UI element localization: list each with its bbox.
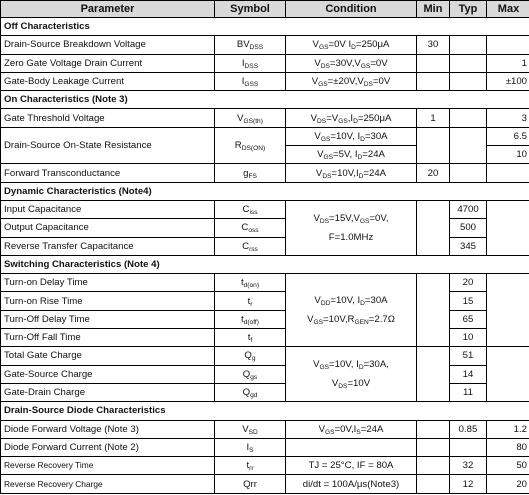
max-cell: 80 <box>487 438 529 456</box>
min-cell <box>417 347 450 402</box>
typ-cell <box>450 72 487 90</box>
typ-cell <box>450 54 487 72</box>
condition-line: $V_{DD}=10V$, $I_D=30A$ <box>314 295 388 308</box>
table-row <box>1 420 529 438</box>
min-cell <box>417 420 450 438</box>
condition-line: $V_{DS}=10V$ <box>331 378 371 391</box>
table-row <box>1 438 529 456</box>
min-cell <box>417 457 450 475</box>
max-cell: 50 <box>487 457 529 475</box>
min-cell <box>417 274 450 347</box>
table-row <box>1 383 529 401</box>
table-row <box>1 310 529 328</box>
section-off <box>1 18 529 36</box>
table-row <box>1 36 529 54</box>
table-row <box>1 127 529 145</box>
max-cell: 6.5 <box>487 127 529 145</box>
param-cell: Turn-Off Fall Time <box>1 329 215 347</box>
condition-cell: $V_{GS}=5V$, $I_D=24A$ <box>286 146 417 164</box>
condition-line: F=1.0MHz <box>328 231 374 243</box>
table-row <box>1 237 529 255</box>
symbol-cell: $R_{DS(ON)}$ <box>215 127 286 164</box>
condition-cell: $V_{DS}=30V,V_{GS}=0V$ <box>286 54 417 72</box>
symbol-cell: $Q_g$ <box>215 347 286 365</box>
table-row <box>1 72 529 90</box>
param-cell: Diode Forward Current (Note 2) <box>1 438 215 456</box>
table-row <box>1 365 529 383</box>
typ-cell <box>450 109 487 127</box>
typ-cell: 500 <box>450 219 487 237</box>
param-cell: Turn-on Delay Time <box>1 274 215 292</box>
param-cell: Drain-Source On-State Resistance <box>1 127 215 164</box>
param-cell: Gate-Drain Charge <box>1 383 215 401</box>
min-cell: 30 <box>417 36 450 54</box>
max-cell <box>487 164 529 182</box>
symbol-cell: $t_{d(on)}$ <box>215 274 286 292</box>
symbol-cell: Qrr <box>215 475 286 493</box>
typ-cell: 11 <box>450 383 487 401</box>
param-cell: Gate Threshold Voltage <box>1 109 215 127</box>
table-row <box>1 109 529 127</box>
section-title: Switching Characteristics (Note 4) <box>1 255 529 273</box>
header-row <box>1 1 529 18</box>
typ-cell: 51 <box>450 347 487 365</box>
typ-cell: 12 <box>450 475 487 493</box>
table-row <box>1 54 529 72</box>
section-dynamic <box>1 182 529 200</box>
typ-cell: 14 <box>450 365 487 383</box>
symbol-cell: $t_f$ <box>215 329 286 347</box>
param-cell: Zero Gate Voltage Drain Current <box>1 54 215 72</box>
typ-cell: 10 <box>450 329 487 347</box>
max-cell <box>487 36 529 54</box>
table-row <box>1 274 529 292</box>
header-typ: Typ <box>450 1 487 18</box>
condition-cell <box>286 200 417 255</box>
condition-cell <box>286 347 417 402</box>
symbol-cell: $I_{GSS}$ <box>215 72 286 90</box>
symbol-cell: $t_{rr}$ <box>215 457 286 475</box>
param-cell: Reverse Transfer Capacitance <box>1 237 215 255</box>
typ-cell: 4700 <box>450 200 487 218</box>
condition-line: $V_{DS}=15V,V_{GS}=0V$, <box>313 212 389 225</box>
symbol-cell: $g_{FS}$ <box>215 164 286 182</box>
table-row <box>1 475 529 493</box>
header-max: Max <box>487 1 529 18</box>
table-row <box>1 347 529 365</box>
param-cell: Gate-Body Leakage Current <box>1 72 215 90</box>
typ-cell <box>450 127 487 164</box>
max-cell <box>487 274 529 347</box>
max-cell <box>487 347 529 402</box>
section-switching <box>1 255 529 273</box>
max-cell: 20 <box>487 475 529 493</box>
symbol-cell: $V_{SD}$ <box>215 420 286 438</box>
param-cell: Reverse Recovery Charge <box>1 475 215 493</box>
table-row <box>1 457 529 475</box>
symbol-cell: $V_{GS(th)}$ <box>215 109 286 127</box>
min-cell <box>417 72 450 90</box>
table-row <box>1 200 529 218</box>
typ-cell: 15 <box>450 292 487 310</box>
param-cell: Gate-Source Charge <box>1 365 215 383</box>
table-row <box>1 292 529 310</box>
param-cell: Turn-on Rise Time <box>1 292 215 310</box>
symbol-cell: $I_S$ <box>215 438 286 456</box>
param-cell: Diode Forward Voltage (Note 3) <box>1 420 215 438</box>
min-cell <box>417 200 450 255</box>
symbol-cell: $t_r$ <box>215 292 286 310</box>
typ-cell: 65 <box>450 310 487 328</box>
condition-cell: $V_{DS}=V_{GS},I_D=250\mu A$ <box>286 109 417 127</box>
symbol-cell: $C_{iss}$ <box>215 200 286 218</box>
header-symbol: Symbol <box>215 1 286 18</box>
condition-cell: $V_{GS}=0V$ $I_D=250\mu A$ <box>286 36 417 54</box>
header-min: Min <box>417 1 450 18</box>
max-cell: ±100 <box>487 72 529 90</box>
symbol-cell: $Q_{gs}$ <box>215 365 286 383</box>
param-cell: Turn-Off Delay Time <box>1 310 215 328</box>
param-cell: Output Capacitance <box>1 219 215 237</box>
min-cell: 20 <box>417 164 450 182</box>
param-cell: Reverse Recovery Time <box>1 457 215 475</box>
condition-cell <box>286 274 417 347</box>
section-diode <box>1 402 529 420</box>
min-cell <box>417 438 450 456</box>
section-title: Off Characteristics <box>1 18 529 36</box>
symbol-cell: $Q_{gd}$ <box>215 383 286 401</box>
typ-cell <box>450 36 487 54</box>
min-cell <box>417 475 450 493</box>
condition-line: $V_{GS}=10V,R_{GEN}=2.7\Omega$ <box>307 314 395 327</box>
min-cell <box>417 54 450 72</box>
condition-cell: $V_{DS}=10V,I_D=24A$ <box>286 164 417 182</box>
max-cell: 10 <box>487 146 529 164</box>
section-title: On Characteristics (Note 3) <box>1 91 529 109</box>
typ-cell: 32 <box>450 457 487 475</box>
min-cell: 1 <box>417 109 450 127</box>
condition-cell: TJ = 25°C, IF = 80A <box>286 457 417 475</box>
section-title: Dynamic Characteristics (Note4) <box>1 182 529 200</box>
typ-cell <box>450 164 487 182</box>
max-cell: 1 <box>487 54 529 72</box>
max-cell <box>487 200 529 255</box>
symbol-cell: $C_{oss}$ <box>215 219 286 237</box>
max-cell: 3 <box>487 109 529 127</box>
condition-cell: $V_{GS}=\pm 20V,V_{DS}=0V$ <box>286 72 417 90</box>
symbol-cell: $t_{d(off)}$ <box>215 310 286 328</box>
max-cell: 1.2 <box>487 420 529 438</box>
section-title: Drain-Source Diode Characteristics <box>1 402 529 420</box>
condition-cell: $V_{GS}=10V$, $I_D=30A$ <box>286 127 417 145</box>
condition-cell: di/dt = 100A/μs(Note3) <box>286 475 417 493</box>
condition-line: $V_{GS}=10V$, $I_D=30A$, <box>313 359 389 372</box>
param-cell: Drain-Source Breakdown Voltage <box>1 36 215 54</box>
table-row <box>1 164 529 182</box>
table-row <box>1 329 529 347</box>
symbol-cell: $C_{rss}$ <box>215 237 286 255</box>
param-cell: Total Gate Charge <box>1 347 215 365</box>
section-on <box>1 91 529 109</box>
symbol-cell: $I_{DSS}$ <box>215 54 286 72</box>
param-cell: Input Capacitance <box>1 200 215 218</box>
header-condition: Condition <box>286 1 417 18</box>
typ-cell <box>450 438 487 456</box>
header-parameter: Parameter <box>1 1 215 18</box>
table-row <box>1 219 529 237</box>
typ-cell: 20 <box>450 274 487 292</box>
param-cell: Forward Transconductance <box>1 164 215 182</box>
typ-cell: 0.85 <box>450 420 487 438</box>
min-cell <box>417 127 450 164</box>
symbol-cell: $BV_{DSS}$ <box>215 36 286 54</box>
condition-cell <box>286 438 417 456</box>
typ-cell: 345 <box>450 237 487 255</box>
condition-cell: $V_{GS}=0V,I_S=24A$ <box>286 420 417 438</box>
